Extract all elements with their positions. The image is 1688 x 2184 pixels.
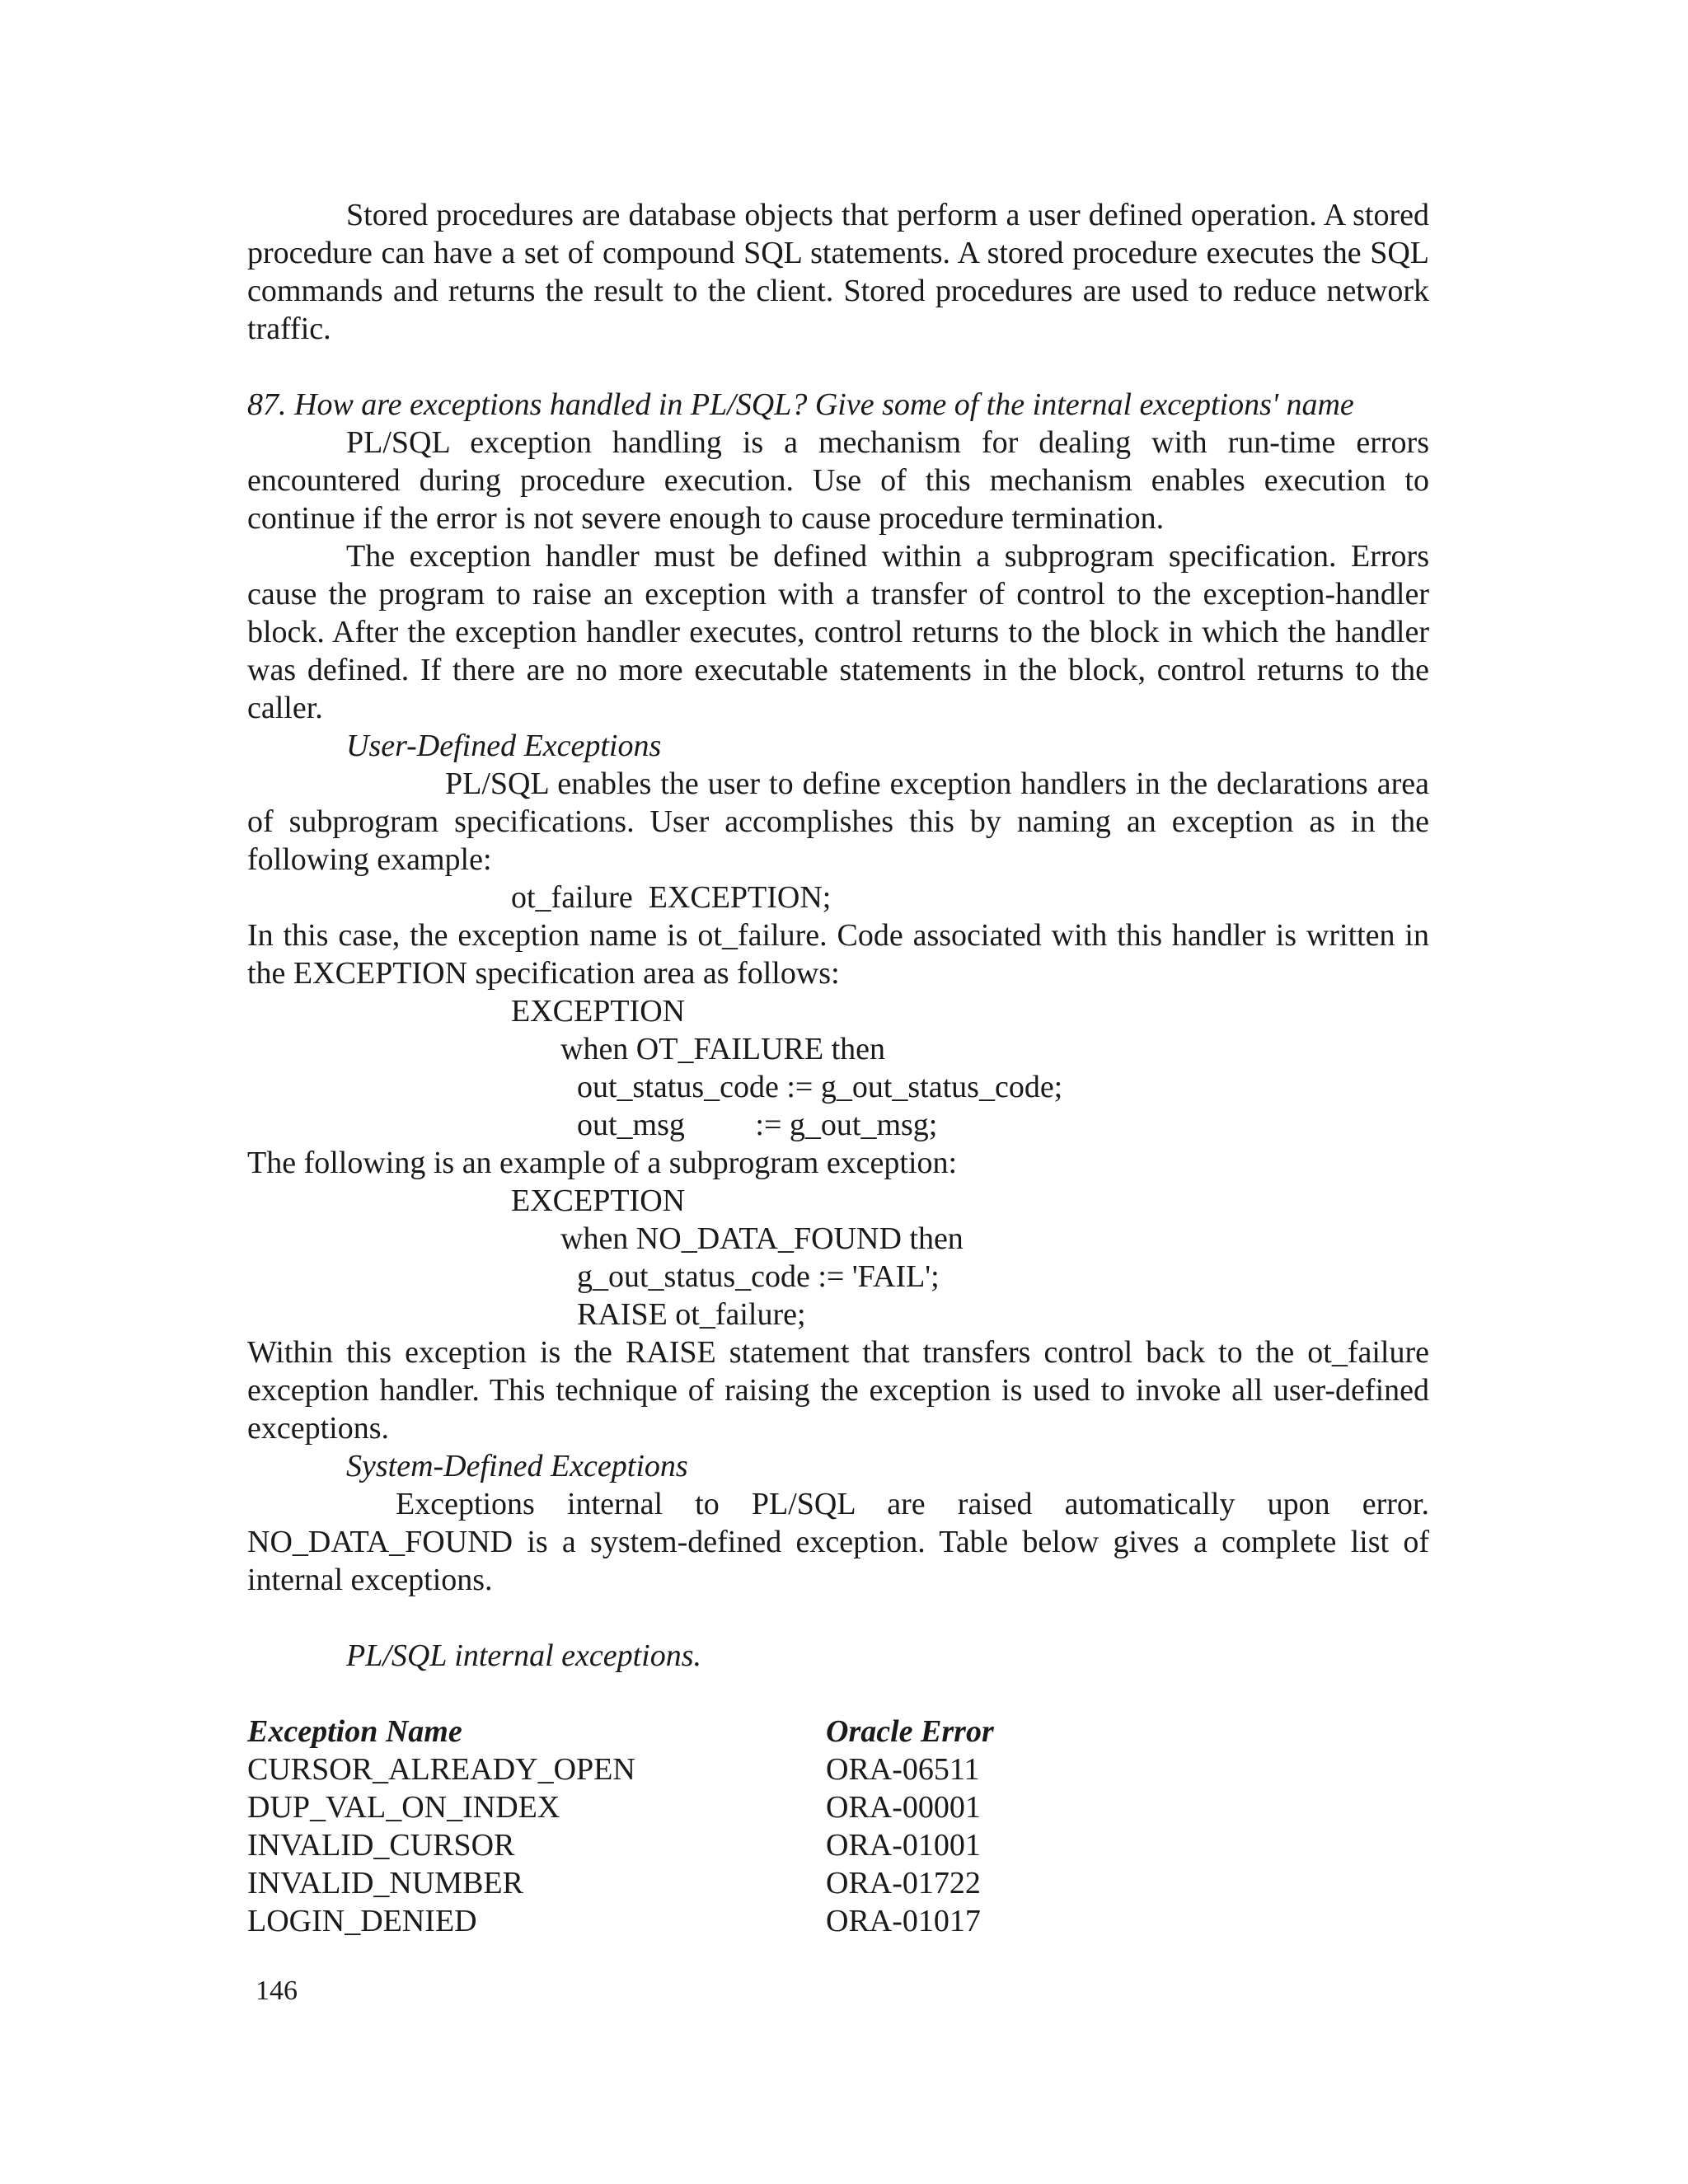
code-line: EXCEPTION (511, 994, 686, 1029)
spacer (247, 1599, 1429, 1637)
exceptions-table (247, 1713, 1429, 1940)
code-line: EXCEPTION (511, 1183, 686, 1218)
intro-paragraph: Stored procedures are database objects that perform a user defined operation. A stored procedure can have a set of compound SQL statements. A stored procedure executes the SQL commands and returns the result to the client. Stored procedures are used to reduce network traffic. (247, 198, 1429, 346)
table-cell-oracle-error: ORA-06511 (826, 1752, 980, 1787)
table-cell-exception-name: LOGIN_DENIED (247, 1904, 477, 1938)
page-body (247, 196, 1429, 1940)
question-heading: 87. How are exceptions handled in PL/SQL? Give some of the internal exceptions' name (247, 387, 1354, 422)
code-line: out_status_code := g_out_status_code; (577, 1070, 1063, 1104)
code-line: out_msg := g_out_msg; (577, 1108, 938, 1142)
table-cell-oracle-error: ORA-01001 (826, 1828, 981, 1863)
exception-handling-paragraph: PL/SQL exception handling is a mechanism for dealing with run-time errors encountered during procedure execution. Use of this mechanism enables execution to continue if the error is not severe enough to cause procedure termination. (247, 425, 1429, 536)
spacer (247, 348, 1429, 386)
example-intro-paragraph: The following is an example of a subprogram exception: (247, 1146, 958, 1180)
user-defined-paragraph: PL/SQL enables the user to define exception handlers in the declarations area of subprogram specifications. User accomplishes this by naming an exception as in the following example: (247, 766, 1429, 877)
code-block-2 (247, 1182, 1429, 1333)
table-cell-oracle-error: ORA-00001 (826, 1790, 981, 1825)
code-line: when OT_FAILURE then (560, 1032, 886, 1066)
system-defined-paragraph: Exceptions internal to PL/SQL are raised automatically upon error. NO_DATA_FOUND is a system-defined exception. Table below gives a complete list of internal exceptions. (247, 1487, 1429, 1597)
user-defined-heading: User-Defined Exceptions (346, 729, 662, 763)
table-cell-oracle-error: ORA-01017 (826, 1904, 981, 1938)
table-cell-oracle-error: ORA-01722 (826, 1866, 981, 1900)
code-line: g_out_status_code := 'FAIL'; (577, 1259, 940, 1294)
page-number: 146 (256, 1975, 298, 2006)
code-line: RAISE ot_failure; (577, 1297, 806, 1332)
table-header-oracle-error: Oracle Error (826, 1714, 994, 1749)
table-cell-exception-name: CURSOR_ALREADY_OPEN (247, 1752, 635, 1787)
explain-paragraph: In this case, the exception name is ot_failure. Code associated with this handler is written in the EXCEPTION specification area as follows: (247, 918, 1429, 991)
table-cell-exception-name: INVALID_CURSOR (247, 1828, 515, 1863)
table-cell-exception-name: DUP_VAL_ON_INDEX (247, 1790, 560, 1825)
exception-handler-paragraph: The exception handler must be defined within a subprogram specification. Errors cause the program to raise an exception with a transfer of control to the exception-handler block. After the exception handler executes, control returns to the block in which the handler was defined. If there are no more executable statements in the block, control returns to the caller. (247, 539, 1429, 725)
spacer (247, 1675, 1429, 1713)
code-block-1 (247, 992, 1429, 1144)
declaration-code: ot_failure EXCEPTION; (511, 880, 832, 915)
code-line: when NO_DATA_FOUND then (560, 1221, 964, 1256)
raise-paragraph: Within this exception is the RAISE statement that transfers control back to the ot_failure exception handler. This technique of raising the exception is used to invoke all user-defined exceptions. (247, 1335, 1429, 1446)
table-caption: PL/SQL internal exceptions. (346, 1638, 701, 1673)
system-defined-heading: System-Defined Exceptions (346, 1449, 688, 1483)
table-header-exception-name: Exception Name (247, 1714, 462, 1749)
table-cell-exception-name: INVALID_NUMBER (247, 1866, 523, 1900)
